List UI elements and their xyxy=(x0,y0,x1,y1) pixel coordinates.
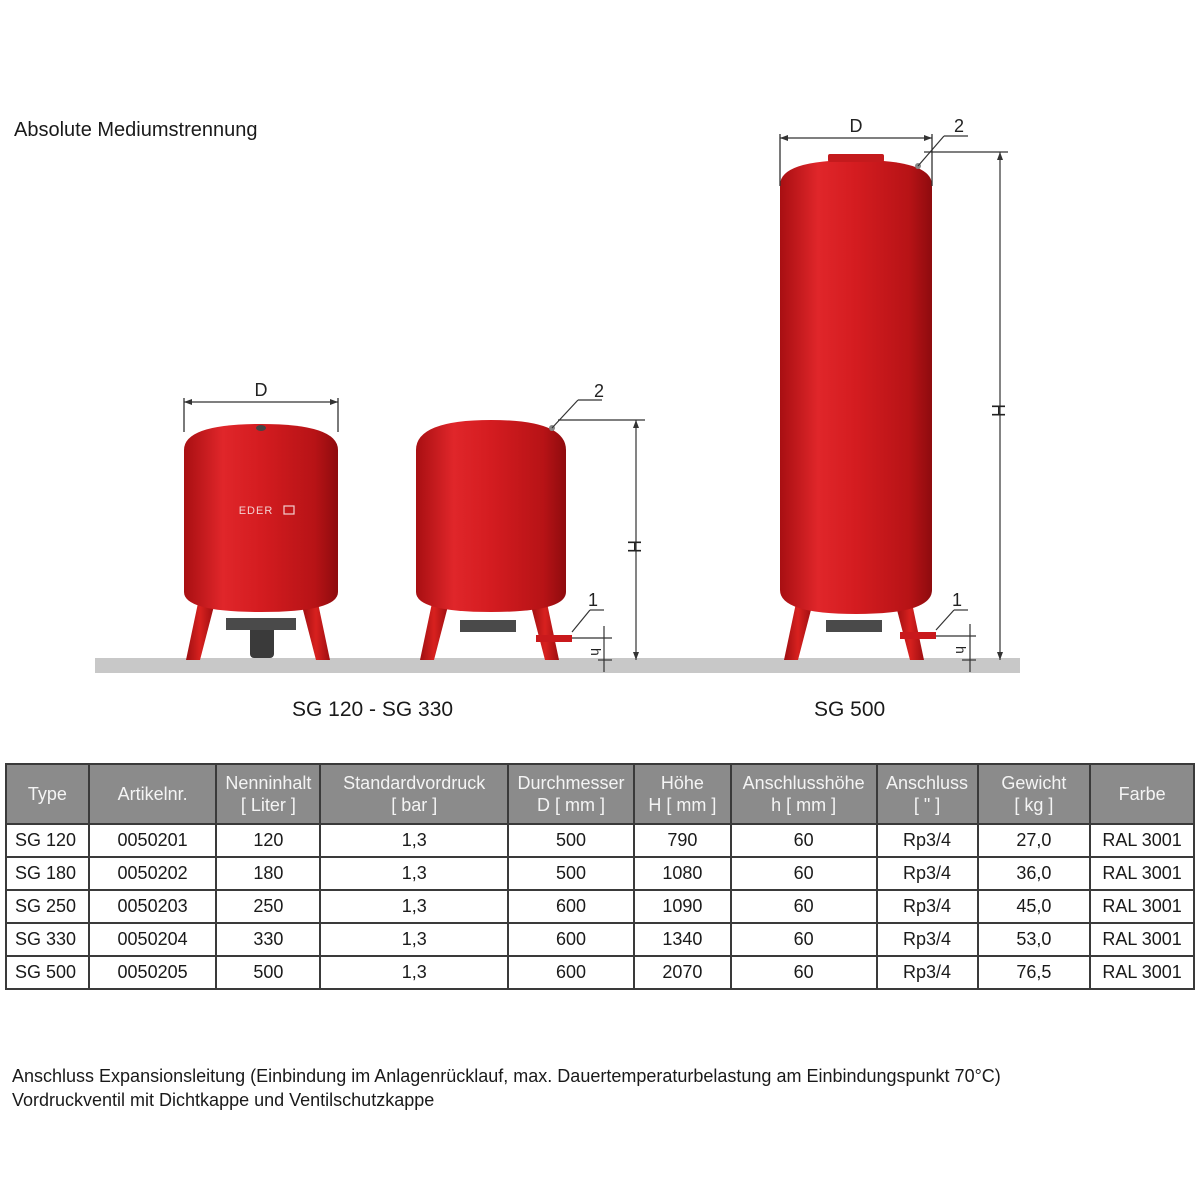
cell-artikelnr: 0050205 xyxy=(89,956,217,989)
header-hoehe: Höhe H [ mm ] xyxy=(634,764,731,824)
brand-logo-text: EDER xyxy=(238,505,274,517)
cell-vordruck: 1,3 xyxy=(320,857,508,890)
tank-small-side xyxy=(416,420,572,660)
header-anschlusshoehe: Anschlusshöhe h [ mm ] xyxy=(731,764,877,824)
cell-nenninhalt: 120 xyxy=(216,824,320,857)
cell-type: SG 330 xyxy=(6,923,89,956)
cell-durchmesser: 500 xyxy=(508,824,634,857)
cell-anschlusshoehe: 60 xyxy=(731,857,877,890)
cell-hoehe: 1340 xyxy=(634,923,731,956)
cell-gewicht: 45,0 xyxy=(978,890,1091,923)
header-farbe: Farbe xyxy=(1090,764,1194,824)
cell-type: SG 180 xyxy=(6,857,89,890)
cell-artikelnr: 0050202 xyxy=(89,857,217,890)
cell-anschlusshoehe: 60 xyxy=(731,824,877,857)
cell-gewicht: 27,0 xyxy=(978,824,1091,857)
cell-nenninhalt: 180 xyxy=(216,857,320,890)
cell-durchmesser: 600 xyxy=(508,956,634,989)
cell-nenninhalt: 500 xyxy=(216,956,320,989)
footnote-2: Vordruckventil mit Dichtkappe und Ventilschutzkappe xyxy=(12,1090,435,1110)
cell-hoehe: 2070 xyxy=(634,956,731,989)
header-anschluss: Anschluss [ " ] xyxy=(877,764,978,824)
header-type: Type xyxy=(6,764,89,824)
cell-farbe: RAL 3001 xyxy=(1090,890,1194,923)
tank-large xyxy=(780,154,936,660)
cell-farbe: RAL 3001 xyxy=(1090,857,1194,890)
header-durchmesser: Durchmesser D [ mm ] xyxy=(508,764,634,824)
dimension-label-h-small: H xyxy=(624,540,644,553)
cell-artikelnr: 0050201 xyxy=(89,824,217,857)
cell-nenninhalt: 250 xyxy=(216,890,320,923)
cell-vordruck: 1,3 xyxy=(320,824,508,857)
cell-anschluss: Rp3/4 xyxy=(877,857,978,890)
cell-nenninhalt: 330 xyxy=(216,923,320,956)
header-gewicht: Gewicht [ kg ] xyxy=(978,764,1091,824)
cell-vordruck: 1,3 xyxy=(320,956,508,989)
cell-vordruck: 1,3 xyxy=(320,890,508,923)
marker-1-small: 1 xyxy=(588,590,599,610)
intro-text: Absolute Mediumstrennung xyxy=(14,119,258,141)
cell-gewicht: 53,0 xyxy=(978,923,1091,956)
ground-bar xyxy=(95,658,1020,673)
cell-hoehe: 790 xyxy=(634,824,731,857)
footnote-1: Anschluss Expansionsleitung (Einbindung im Anlagenrücklauf, max. Dauertemperaturbelastung am Einbindungspunkt 70°C) xyxy=(12,1066,1001,1086)
marker-2-small: 2 xyxy=(594,381,605,401)
table-row xyxy=(6,890,1194,923)
cell-durchmesser: 600 xyxy=(508,923,634,956)
table-row xyxy=(6,923,1194,956)
cell-farbe: RAL 3001 xyxy=(1090,923,1194,956)
cell-durchmesser: 600 xyxy=(508,890,634,923)
header-nenninhalt: Nenninhalt [ Liter ] xyxy=(216,764,320,824)
cell-hoehe: 1080 xyxy=(634,857,731,890)
cell-type: SG 500 xyxy=(6,956,89,989)
cell-farbe: RAL 3001 xyxy=(1090,824,1194,857)
cell-vordruck: 1,3 xyxy=(320,923,508,956)
cell-type: SG 120 xyxy=(6,824,89,857)
table-row xyxy=(6,857,1194,890)
spec-table xyxy=(5,763,1195,990)
cell-anschluss: Rp3/4 xyxy=(877,890,978,923)
caption-large-tank: SG 500 xyxy=(814,698,886,721)
header-artikelnr: Artikelnr. xyxy=(89,764,217,824)
table-header-row xyxy=(6,764,1194,824)
cell-anschluss: Rp3/4 xyxy=(877,956,978,989)
dimension-label-hconn-large: h xyxy=(953,646,969,654)
marker-2-large: 2 xyxy=(954,116,965,136)
cell-durchmesser: 500 xyxy=(508,857,634,890)
cell-anschluss: Rp3/4 xyxy=(877,824,978,857)
tank-small-front xyxy=(184,424,338,660)
cell-anschlusshoehe: 60 xyxy=(731,923,877,956)
cell-artikelnr: 0050203 xyxy=(89,890,217,923)
cell-hoehe: 1090 xyxy=(634,890,731,923)
cell-anschlusshoehe: 60 xyxy=(731,956,877,989)
dimension-label-d: D xyxy=(254,380,268,400)
caption-small-tanks: SG 120 - SG 330 xyxy=(292,698,454,721)
dimension-label-d-large: D xyxy=(849,116,863,136)
dimension-label-h-large: H xyxy=(988,404,1008,417)
cell-gewicht: 76,5 xyxy=(978,956,1091,989)
cell-farbe: RAL 3001 xyxy=(1090,956,1194,989)
footnotes xyxy=(12,1064,1001,1112)
marker-1-large: 1 xyxy=(952,590,963,610)
dimension-label-hconn-small: h xyxy=(588,648,604,656)
cell-anschlusshoehe: 60 xyxy=(731,890,877,923)
cell-anschluss: Rp3/4 xyxy=(877,923,978,956)
cell-type: SG 250 xyxy=(6,890,89,923)
table-row xyxy=(6,824,1194,857)
header-standardvordruck: Standardvordruck [ bar ] xyxy=(320,764,508,824)
table-row xyxy=(6,956,1194,989)
cell-artikelnr: 0050204 xyxy=(89,923,217,956)
cell-gewicht: 36,0 xyxy=(978,857,1091,890)
